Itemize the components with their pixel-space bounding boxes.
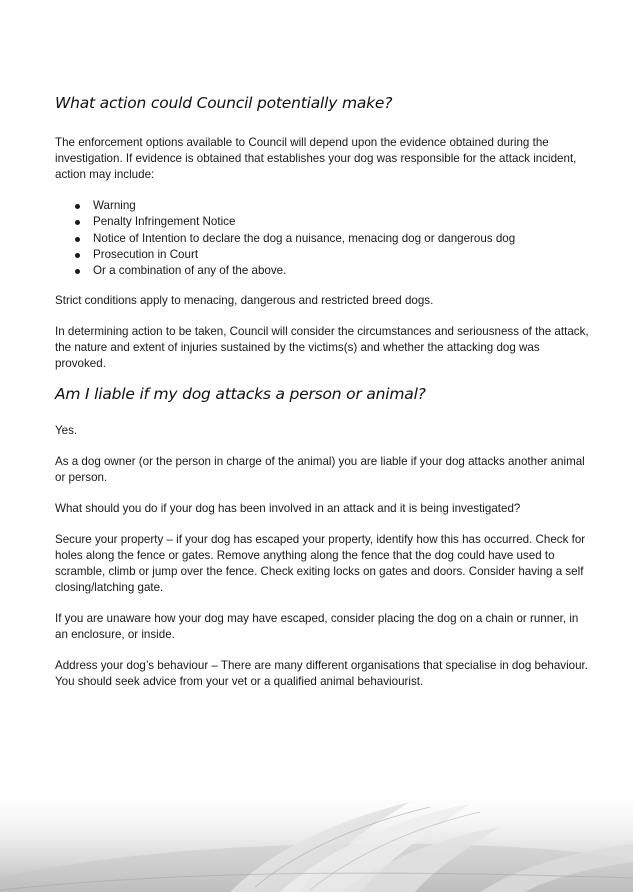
paragraph-secure-property: Secure your property – if your dog has escaped your property, identify how this has occurred. Check for holes along the fence or gates. Remove anything along the fence that the dog could have used to scramble, climb or jump over the fence. Check exiting locks on gates and doors. Consider having a self closing/latching gate. bbox=[55, 533, 586, 595]
list-item bbox=[55, 263, 590, 279]
list-item-text: Notice of Intention to declare the dog a nuisance, menacing dog or dangerous dog bbox=[93, 231, 516, 245]
list-item-text: Warning bbox=[93, 199, 136, 212]
bullet-icon bbox=[75, 204, 80, 209]
list-item-text: Penalty Infringement Notice bbox=[93, 215, 236, 229]
action-bullet-list bbox=[55, 198, 590, 279]
paragraph-address-behaviour: Address your dog’s behaviour – There are many different organisations that specialise in dog behaviour. You should seek advice from your vet or a qualified animal behaviourist. bbox=[55, 659, 589, 689]
list-item bbox=[55, 231, 590, 247]
paragraph-owner-liability: As a dog owner (or the person in charge of the animal) you are liable if your dog attacks another animal or person. bbox=[55, 455, 585, 485]
list-item bbox=[55, 247, 590, 263]
paragraph-determining-action: In determining action to be taken, Council will consider the circumstances and seriousness of the attack, the nature and extent of injuries sustained by the victims(s) and whether the attacking dog was provoked. bbox=[55, 325, 589, 371]
paragraph-strict-conditions: Strict conditions apply to menacing, dangerous and restricted breed dogs. bbox=[55, 294, 434, 308]
paragraph-enforcement-intro: The enforcement options available to Council will depend upon the evidence obtained during the investigation. If evidence is obtained that establishes your dog was responsible for the attack incident, action may include: bbox=[55, 136, 577, 181]
bullet-icon bbox=[75, 220, 80, 225]
list-item-text: Prosecution in Court bbox=[93, 247, 199, 261]
heading-council-action: What action could Council potentially make? bbox=[55, 94, 393, 112]
list-item-text: Or a combination of any of the above. bbox=[93, 264, 287, 278]
bullet-icon bbox=[75, 269, 80, 274]
document-content bbox=[55, 92, 590, 690]
bullet-icon bbox=[75, 237, 80, 242]
bullet-icon bbox=[75, 253, 80, 258]
paragraph-yes: Yes. bbox=[55, 424, 78, 438]
paragraph-unaware-escape: If you are unaware how your dog may have escaped, consider placing the dog on a chain or runner, in an enclosure, or inside. bbox=[55, 612, 579, 642]
list-item bbox=[55, 198, 590, 214]
list-item bbox=[55, 214, 590, 230]
paragraph-question: What should you do if your dog has been involved in an attack and it is being investigated? bbox=[55, 502, 521, 516]
heading-liability: Am I liable if my dog attacks a person or animal? bbox=[55, 385, 426, 404]
footer-leaf-decoration bbox=[0, 782, 633, 892]
